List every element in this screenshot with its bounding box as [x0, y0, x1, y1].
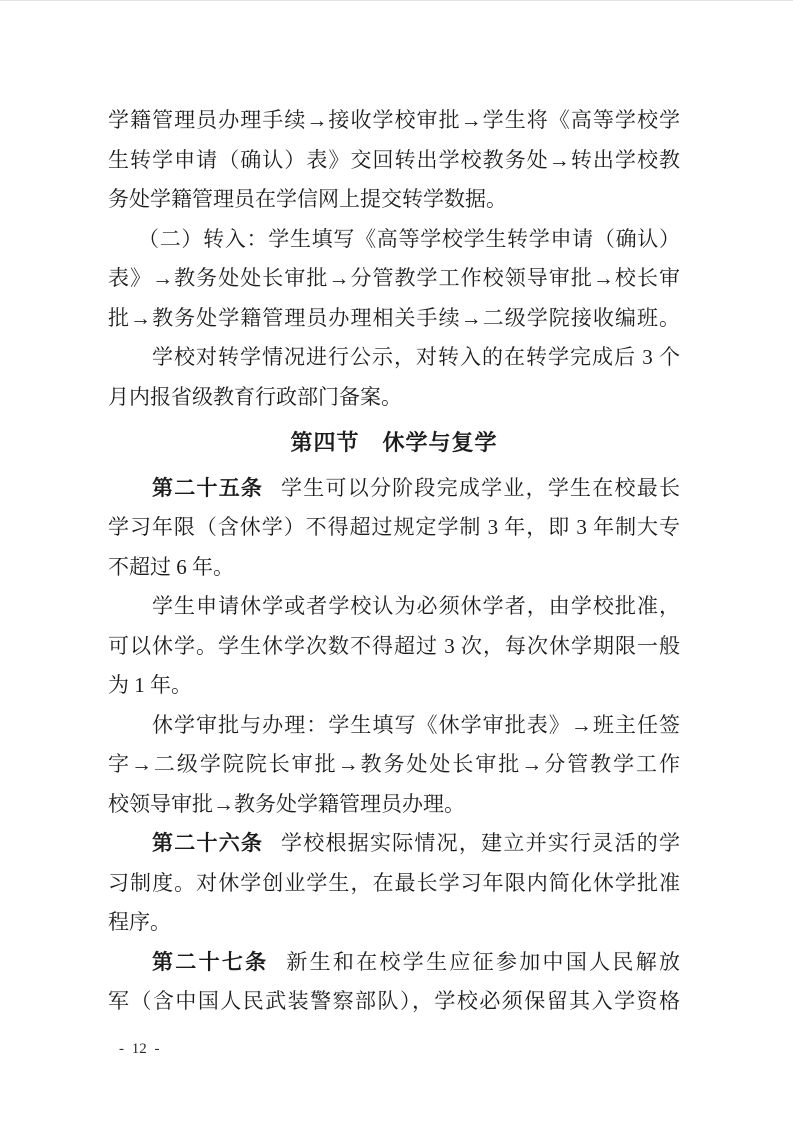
text-line — [108, 943, 680, 983]
text-line: 不超过 6 年。 — [108, 554, 234, 579]
page-number: - 12 - — [119, 1041, 160, 1057]
text-line: 为 1 年。 — [108, 673, 192, 697]
text-line: 务处学籍管理员在学信网上提交转学数据。 — [108, 187, 507, 211]
para-suspension-process — [108, 706, 680, 825]
text-line: 表》→教务处处长审批→分管教学工作校领导审批→校长审 — [108, 266, 680, 290]
text-line: 习制度。对休学创业学生，在最长学习年限内简化休学批准 — [108, 870, 680, 895]
text-line — [108, 469, 680, 509]
para-transfer-out-steps — [108, 101, 680, 220]
para-transfer-publicity — [108, 338, 680, 417]
text-line: 军（含中国人民武装警察部队），学校必须保留其入学资格 — [108, 989, 680, 1013]
text-line: 批→教务处学籍管理员办理相关手续→二级学院接收编班。 — [108, 305, 680, 330]
text-line: （二）转入：学生填写《高等学校学生转学申请（确认） — [138, 226, 680, 251]
section-heading: 第四节 休学与复学 — [290, 430, 498, 455]
para-article-25 — [108, 469, 680, 588]
document-body — [108, 101, 680, 1022]
text-segment: 学生可以分阶段完成学业，学生在校最长 — [281, 475, 680, 500]
text-line: 字→二级学院院长审批→教务处处长审批→分管教学工作 — [108, 752, 680, 776]
text-line: 学生申请休学或者学校认为必须休学者，由学校批准， — [152, 594, 680, 618]
article-number: 第二十六条 — [152, 831, 264, 855]
text-line: 学校对转学情况进行公示，对转入的在转学完成后 3 个 — [152, 345, 680, 369]
text-segment: 新生和在校学生应征参加中国人民解放 — [286, 949, 681, 974]
text-line: 校领导审批→教务处学籍管理员办理。 — [108, 791, 465, 816]
text-line: 程序。 — [108, 910, 171, 934]
article-number: 第二十七条 — [152, 949, 269, 974]
text-line: 休学审批与办理：学生填写《休学审批表》→班主任签 — [152, 712, 680, 737]
text-line: 月内报省级教育行政部门备案。 — [108, 384, 402, 409]
article-number: 第二十五条 — [152, 475, 264, 500]
text-line: 学习年限（含休学）不得超过规定学制 3 年，即 3 年制大专 — [108, 515, 680, 539]
text-segment: 学校根据实际情况，建立并实行灵活的学 — [281, 831, 680, 855]
text-line: 可以休学。学生休学次数不得超过 3 次，每次休学期限一般 — [108, 633, 680, 658]
text-line: 生转学申请（确认）表》交回转出学校教务处→转出学校教 — [108, 147, 680, 172]
text-line: 学籍管理员办理手续→接收学校审批→学生将《高等学校学 — [108, 108, 680, 132]
para-article-27 — [108, 943, 680, 1022]
text-line — [108, 824, 680, 864]
para-article-26 — [108, 824, 680, 943]
para-transfer-in-steps — [108, 220, 680, 339]
para-suspension-approval — [108, 587, 680, 706]
